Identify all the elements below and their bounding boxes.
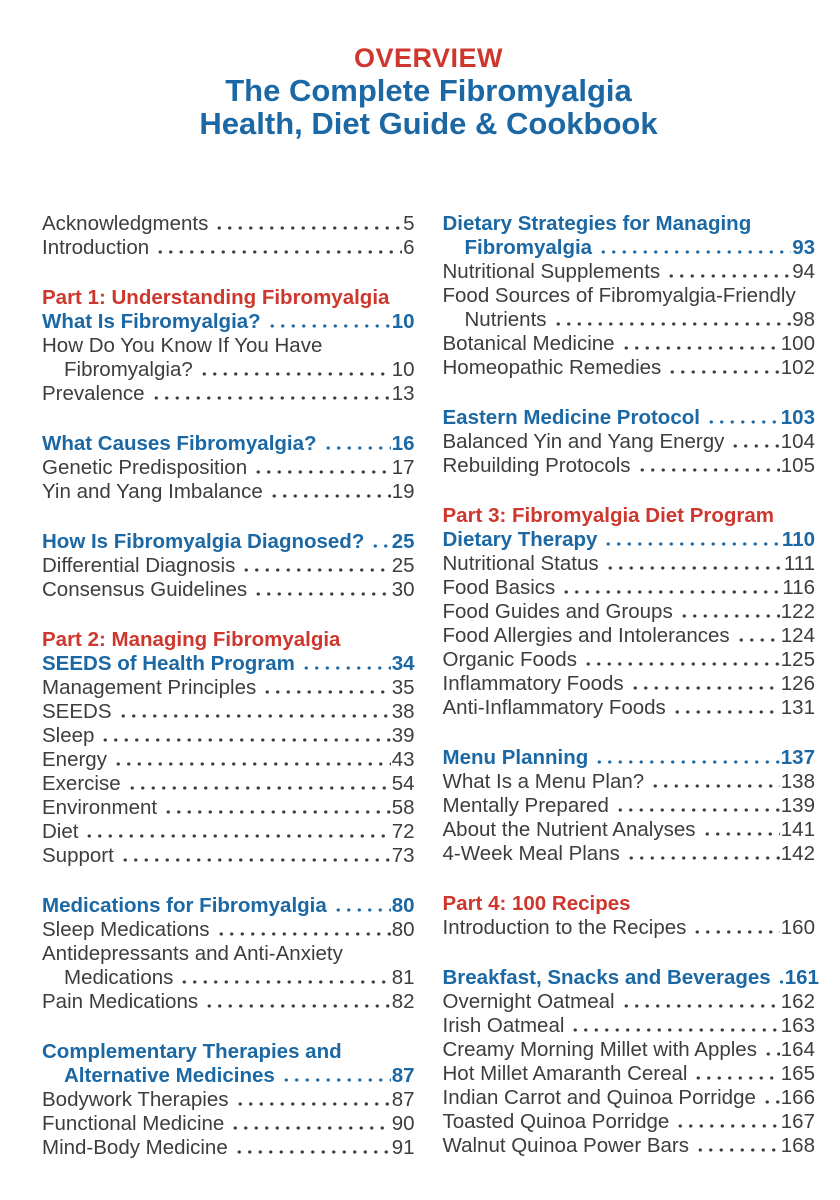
toc-entry-label: Sleep Medications: [42, 918, 210, 941]
toc-entry-label: Differential Diagnosis: [42, 554, 236, 577]
dot-leader: [238, 554, 390, 578]
toc-entry: [443, 770, 816, 794]
dot-leader: [692, 1134, 780, 1158]
toc-entry: [42, 456, 415, 480]
toc-entry-label: Indian Carrot and Quinoa Porridge: [442, 1086, 756, 1109]
toc-entry: [42, 554, 415, 578]
toc-entry-page: 126: [780, 672, 815, 695]
dot-leader: [250, 578, 391, 602]
dot-leader: [231, 1136, 391, 1160]
toc-entry: [42, 212, 415, 236]
toc-entry: [442, 966, 819, 990]
toc-entry-page: 54: [391, 772, 415, 795]
toc-entry: [443, 430, 816, 454]
toc-entry-label: Diet: [42, 820, 79, 843]
toc-entry-page: 13: [391, 382, 415, 405]
toc-entry-label: Food Basics: [442, 576, 556, 599]
toc-entry-page: 160: [780, 916, 815, 939]
toc-entry-page: 116: [782, 576, 815, 599]
toc-entry: [42, 772, 415, 796]
toc-entry-label: Dietary Strategies for Managing: [442, 212, 752, 235]
page-header: [42, 42, 815, 140]
dot-leader: [689, 916, 779, 940]
toc-entry-page: 122: [780, 600, 815, 623]
dot-leader: [634, 454, 780, 478]
toc-entry-label: Part 1: Understanding Fibromyalgia: [42, 286, 390, 309]
toc-entry-page: 5: [403, 212, 415, 235]
toc-entry: [443, 454, 816, 478]
toc-entry-page: 139: [780, 794, 815, 817]
book-title-line1: The Complete Fibromyalgia: [225, 73, 632, 108]
toc-entry: [42, 1064, 415, 1088]
toc-entry-page: 104: [780, 430, 815, 453]
toc-entry-page: 161: [784, 966, 819, 989]
toc-entry-label: Part 2: Managing Fibromyalgia: [42, 628, 341, 651]
dot-leader: [627, 672, 780, 696]
toc-entry-page: 25: [391, 530, 415, 553]
toc-entry-label: Hot Millet Amaranth Cereal: [442, 1062, 688, 1085]
toc-entry-label: Inflammatory Foods: [442, 672, 624, 695]
toc-entry-page: 162: [780, 990, 815, 1013]
toc-entry: [42, 1136, 415, 1160]
toc-entry-label: What Is a Menu Plan?: [442, 770, 645, 793]
toc-entry: [42, 480, 415, 504]
toc-entry-page: 80: [391, 894, 415, 917]
dot-leader: [115, 700, 391, 724]
toc-entry-page: 82: [391, 990, 415, 1013]
toc-entry-label: Nutritional Status: [442, 552, 599, 575]
toc-entry-label: Breakfast, Snacks and Beverages: [442, 966, 771, 989]
toc-entry: [443, 406, 816, 430]
toc-entry: [42, 432, 415, 456]
dot-leader: [647, 770, 780, 794]
toc-entry-page: 91: [391, 1136, 415, 1159]
toc-entry: [443, 504, 816, 528]
dot-leader: [618, 990, 780, 1014]
toc-entry: [443, 892, 816, 916]
dot-leader: [600, 528, 780, 552]
toc-entry-page: 39: [391, 724, 415, 747]
toc-entry-label: Organic Foods: [442, 648, 577, 671]
toc-entry-label: How Do You Know If You Have: [42, 334, 323, 357]
toc-entry-page: 166: [780, 1086, 815, 1109]
toc-entry-page: 6: [403, 236, 415, 259]
toc-entry: [443, 1038, 816, 1062]
dot-leader: [152, 236, 402, 260]
toc-entry-label: Consensus Guidelines: [42, 578, 248, 601]
toc-entry-page: 25: [391, 554, 415, 577]
dot-leader: [558, 576, 781, 600]
toc-entry-label: Botanical Medicine: [442, 332, 615, 355]
dot-leader: [663, 260, 791, 284]
toc-entry-label: How Is Fibromyalgia Diagnosed?: [42, 530, 365, 553]
dot-leader: [298, 652, 391, 676]
toc-entry: [42, 236, 415, 260]
toc-entry-label: Energy: [42, 748, 107, 771]
toc-entry: [443, 746, 816, 770]
toc-entry-page: 125: [780, 648, 815, 671]
dot-leader: [703, 406, 780, 430]
toc-entry-label: Creamy Morning Millet with Apples: [442, 1038, 757, 1061]
dot-leader: [330, 894, 391, 918]
dot-leader: [699, 818, 780, 842]
toc-entry: [443, 236, 816, 260]
toc-entry: [42, 1040, 415, 1064]
toc-entry: [443, 818, 816, 842]
toc-entry: [42, 966, 415, 990]
toc-entry: [42, 918, 415, 942]
toc-entry: [443, 696, 816, 720]
toc-entry: [42, 748, 415, 772]
toc-entry-page: 10: [391, 358, 415, 381]
toc-entry: [42, 1088, 415, 1112]
toc-entry-page: 81: [391, 966, 415, 989]
toc-entry-page: 141: [780, 818, 815, 841]
toc-entry: [42, 382, 415, 406]
dot-leader: [550, 308, 792, 332]
toc-entry-page: 98: [792, 308, 815, 331]
toc-entry-label: Acknowledgments: [42, 212, 209, 235]
dot-leader: [176, 966, 390, 990]
toc-entry: [443, 356, 816, 380]
dot-leader: [211, 212, 402, 236]
book-title-line2: Health, Diet Guide & Cookbook: [199, 106, 658, 141]
toc-entry-label: Bodywork Therapies: [42, 1088, 229, 1111]
toc-entry: [443, 284, 816, 308]
toc-entry: [42, 530, 415, 554]
toc-entry-page: 90: [391, 1112, 415, 1135]
dot-leader: [97, 724, 390, 748]
dot-leader: [591, 746, 780, 770]
toc-entry: [42, 652, 415, 676]
toc-entry-label: Part 3: Fibromyalgia Diet Program: [442, 504, 775, 527]
toc-entry-label: Eastern Medicine Protocol: [442, 406, 700, 429]
dot-leader: [669, 696, 780, 720]
toc-entry-page: 80: [391, 918, 415, 941]
dot-leader: [201, 990, 391, 1014]
toc-entry-page: 19: [391, 480, 415, 503]
toc-entry-page: 16: [391, 432, 415, 455]
toc-entry-label: Rebuilding Protocols: [442, 454, 631, 477]
toc-entry-label: About the Nutrient Analyses: [442, 818, 696, 841]
overview-heading: OVERVIEW: [353, 43, 504, 73]
toc-columns: [42, 212, 819, 1160]
toc-entry-label: Support: [42, 844, 114, 867]
dot-leader: [672, 1110, 780, 1134]
toc-entry: [42, 700, 415, 724]
toc-entry-page: 163: [780, 1014, 815, 1037]
toc-right-column: [442, 212, 819, 1160]
toc-entry: [42, 942, 415, 966]
toc-entry-label: Pain Medications: [42, 990, 199, 1013]
toc-entry-page: 102: [780, 356, 815, 379]
toc-entry-page: 58: [391, 796, 415, 819]
toc-entry: [443, 332, 816, 356]
toc-entry-label: What Is Fibromyalgia?: [42, 310, 261, 333]
toc-entry: [42, 310, 415, 334]
toc-entry-page: 105: [780, 454, 815, 477]
toc-entry-label: Food Allergies and Intolerances: [442, 624, 730, 647]
toc-entry-label: Food Guides and Groups: [442, 600, 673, 623]
toc-entry-label: Part 4: 100 Recipes: [442, 892, 631, 915]
toc-entry-page: 110: [781, 528, 815, 551]
toc-entry: [443, 672, 816, 696]
dot-leader: [618, 332, 780, 356]
dot-leader: [124, 772, 391, 796]
toc-entry: [443, 600, 816, 624]
dot-leader: [148, 382, 391, 406]
toc-entry-label: Sleep: [42, 724, 95, 747]
toc-entry-label: Management Principles: [42, 676, 257, 699]
toc-entry-page: 72: [391, 820, 415, 843]
toc-entry-label: Irish Oatmeal: [442, 1014, 565, 1037]
dot-leader: [367, 530, 390, 554]
toc-entry-label: Antidepressants and Anti-Anxiety: [42, 942, 343, 965]
toc-entry-page: 165: [780, 1062, 815, 1085]
toc-entry: [42, 724, 415, 748]
toc-entry: [443, 528, 816, 552]
toc-entry: [42, 334, 415, 358]
dot-leader: [774, 966, 784, 990]
toc-entry: [443, 576, 816, 600]
toc-entry-page: 87: [391, 1064, 415, 1087]
toc-entry-label: Functional Medicine: [42, 1112, 225, 1135]
toc-entry-label: Mind-Body Medicine: [42, 1136, 228, 1159]
dot-leader: [733, 624, 780, 648]
toc-entry: [443, 990, 816, 1014]
dot-leader: [602, 552, 783, 576]
toc-entry: [42, 894, 415, 918]
toc-entry-label: Menu Planning: [442, 746, 589, 769]
toc-entry-label: Overnight Oatmeal: [442, 990, 615, 1013]
dot-leader: [676, 600, 780, 624]
toc-entry: [443, 794, 816, 818]
toc-entry-label: 4-Week Meal Plans: [442, 842, 620, 865]
toc-entry: [443, 1062, 816, 1086]
toc-entry-label: Complementary Therapies and: [42, 1040, 342, 1063]
toc-entry-label: Fibromyalgia?: [64, 358, 193, 381]
dot-leader: [612, 794, 780, 818]
toc-entry-page: 73: [391, 844, 415, 867]
toc-entry: [42, 796, 415, 820]
toc-entry-label: What Causes Fibromyalgia?: [42, 432, 317, 455]
dot-leader: [213, 918, 391, 942]
toc-entry-label: Introduction: [42, 236, 150, 259]
dot-leader: [117, 844, 391, 868]
dot-leader: [232, 1088, 391, 1112]
toc-entry-page: 17: [391, 456, 415, 479]
toc-entry-page: 94: [792, 260, 815, 283]
toc-entry-page: 103: [780, 406, 815, 429]
toc-entry-page: 124: [780, 624, 815, 647]
toc-entry-page: 131: [780, 696, 815, 719]
toc-entry-page: 164: [780, 1038, 815, 1061]
toc-entry: [42, 628, 415, 652]
dot-leader: [320, 432, 391, 456]
toc-entry: [443, 1134, 816, 1158]
toc-entry-page: 87: [391, 1088, 415, 1111]
toc-entry-label: Homeopathic Remedies: [442, 356, 662, 379]
toc-entry: [42, 820, 415, 844]
toc-entry-page: 93: [792, 236, 815, 259]
toc-entry: [443, 212, 816, 236]
toc-entry-label: Mentally Prepared: [442, 794, 609, 817]
toc-entry: [42, 1112, 415, 1136]
toc-entry-page: 10: [391, 310, 415, 333]
toc-entry-label: Alternative Medicines: [64, 1064, 275, 1087]
toc-entry-label: Fibromyalgia: [464, 236, 593, 259]
dot-leader: [760, 1038, 780, 1062]
toc-entry: [443, 1110, 816, 1134]
toc-entry-label: Prevalence: [42, 382, 145, 405]
dot-leader: [160, 796, 391, 820]
toc-entry: [443, 552, 816, 576]
toc-entry-label: Anti-Inflammatory Foods: [442, 696, 666, 719]
toc-entry-label: Nutrients: [464, 308, 547, 331]
toc-entry-label: Medications for Fibromyalgia: [42, 894, 327, 917]
dot-leader: [595, 236, 791, 260]
toc-left-column: [42, 212, 415, 1160]
toc-entry-label: Food Sources of Fibromyalgia-Friendly: [442, 284, 796, 307]
dot-leader: [759, 1086, 780, 1110]
dot-leader: [227, 1112, 390, 1136]
toc-entry-label: Genetic Predisposition: [42, 456, 248, 479]
dot-leader: [196, 358, 391, 382]
toc-entry-label: Introduction to the Recipes: [442, 916, 687, 939]
toc-entry-page: 34: [391, 652, 415, 675]
dot-leader: [266, 480, 391, 504]
toc-entry: [443, 1086, 816, 1110]
toc-entry: [42, 286, 415, 310]
dot-leader: [110, 748, 391, 772]
toc-entry-label: SEEDS of Health Program: [42, 652, 295, 675]
toc-entry-label: Dietary Therapy: [442, 528, 598, 551]
dot-leader: [664, 356, 780, 380]
toc-entry-label: Toasted Quinoa Porridge: [442, 1110, 670, 1133]
toc-entry-page: 100: [780, 332, 815, 355]
toc-entry-page: 167: [780, 1110, 815, 1133]
dot-leader: [259, 676, 390, 700]
dot-leader: [278, 1064, 391, 1088]
toc-entry-page: 168: [780, 1134, 815, 1157]
toc-entry-label: Yin and Yang Imbalance: [42, 480, 263, 503]
toc-entry: [42, 358, 415, 382]
toc-entry: [42, 676, 415, 700]
toc-entry: [42, 990, 415, 1014]
toc-entry: [443, 624, 816, 648]
toc-entry-page: 137: [780, 746, 815, 769]
toc-entry-label: Walnut Quinoa Power Bars: [442, 1134, 689, 1157]
toc-entry-page: 43: [391, 748, 415, 771]
toc-entry-label: SEEDS: [42, 700, 112, 723]
toc-entry-page: 138: [780, 770, 815, 793]
dot-leader: [690, 1062, 779, 1086]
dot-leader: [580, 648, 780, 672]
toc-entry: [42, 578, 415, 602]
toc-entry-label: Exercise: [42, 772, 121, 795]
toc-entry: [443, 648, 816, 672]
toc-entry-page: 142: [780, 842, 815, 865]
toc-entry-page: 111: [783, 552, 815, 575]
toc-entry: [443, 308, 816, 332]
dot-leader: [623, 842, 780, 866]
toc-entry-label: Nutritional Supplements: [442, 260, 661, 283]
toc-entry: [443, 916, 816, 940]
toc-entry: [42, 844, 415, 868]
toc-entry: [443, 260, 816, 284]
toc-entry-label: Medications: [64, 966, 174, 989]
toc-entry: [443, 842, 816, 866]
dot-leader: [81, 820, 390, 844]
toc-entry-page: 38: [391, 700, 415, 723]
toc-entry-label: Environment: [42, 796, 158, 819]
dot-leader: [567, 1014, 779, 1038]
toc-entry-label: Balanced Yin and Yang Energy: [442, 430, 725, 453]
toc-entry-page: 30: [391, 578, 415, 601]
dot-leader: [250, 456, 391, 480]
dot-leader: [727, 430, 779, 454]
toc-entry: [443, 1014, 816, 1038]
toc-entry-page: 35: [391, 676, 415, 699]
dot-leader: [264, 310, 391, 334]
